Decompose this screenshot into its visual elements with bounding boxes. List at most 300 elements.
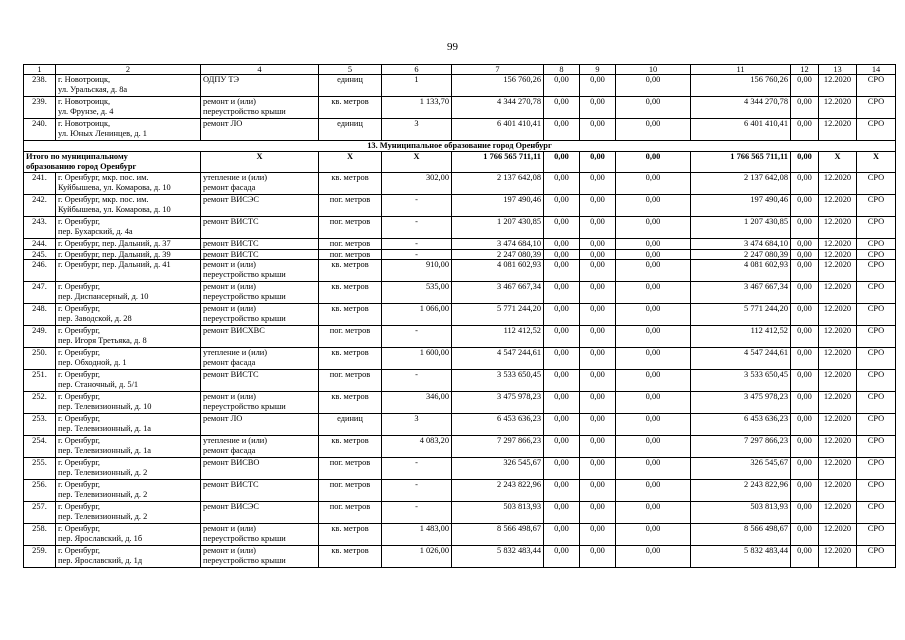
work-type-line: переустройство крыши — [203, 269, 286, 279]
address-line: г. Новотроицк, — [58, 75, 111, 85]
unit-cell: кв. метров — [319, 436, 382, 458]
fund-cell: 0,00 — [616, 239, 691, 249]
unit-cell: пог. метров — [319, 249, 382, 259]
row-number: 242. — [24, 195, 56, 217]
method-cell: СРО — [857, 239, 896, 249]
owner-funds-cell: 112 412,52 — [691, 326, 791, 348]
address-line: г. Оренбург, — [58, 524, 101, 534]
address-line: г. Оренбург, — [58, 436, 101, 446]
period-cell: 12.2020 — [819, 502, 857, 524]
owner-funds-cell: 6 453 636,23 — [691, 414, 791, 436]
period-cell: 12.2020 — [819, 370, 857, 392]
table-row — [24, 119, 896, 141]
address-line: пер. Станочный, д. 5/1 — [58, 379, 139, 389]
owner-funds-cell: 4 081 602,93 — [691, 260, 791, 282]
work-type-line: ОДПУ ТЭ — [203, 75, 240, 85]
period-cell: 12.2020 — [819, 458, 857, 480]
fund-cell: 0,00 — [580, 480, 616, 502]
owner-funds-cell: 4 547 244,61 — [691, 348, 791, 370]
period-cell: 12.2020 — [819, 173, 857, 195]
total-cost-cell: 4 344 270,78 — [452, 97, 544, 119]
row-number: 249. — [24, 326, 56, 348]
quantity-cell: - — [382, 370, 452, 392]
address-cell — [56, 480, 201, 502]
work-type-cell — [201, 239, 319, 249]
work-type-cell — [201, 546, 319, 568]
total-cost-cell: 8 566 498,67 — [452, 524, 544, 546]
address-cell — [56, 414, 201, 436]
method-cell: СРО — [857, 75, 896, 97]
fund-cell: 0,00 — [616, 436, 691, 458]
work-type-line: переустройство крыши — [203, 401, 286, 411]
work-type-cell — [201, 414, 319, 436]
row-number: 256. — [24, 480, 56, 502]
unit-cell: кв. метров — [319, 173, 382, 195]
page-number: 99 — [447, 41, 458, 53]
fund-cell: 0,00 — [791, 97, 819, 119]
work-type-line: ремонт ВИСЭС — [203, 195, 259, 205]
work-type-cell — [201, 304, 319, 326]
fund-cell: 0,00 — [544, 304, 580, 326]
fund-cell: 0,00 — [616, 370, 691, 392]
work-type-line: ремонт и (или) — [203, 304, 256, 314]
address-cell — [56, 282, 201, 304]
quantity-cell: 1 483,00 — [382, 524, 452, 546]
row-number: 247. — [24, 282, 56, 304]
unit-cell: пог. метров — [319, 370, 382, 392]
fund-cell: 0,00 — [544, 260, 580, 282]
address-cell — [56, 195, 201, 217]
fund-cell: 0,00 — [544, 282, 580, 304]
owner-funds-cell: 7 297 866,23 — [691, 436, 791, 458]
column-number: 4 — [201, 65, 319, 75]
owner-funds-cell: 3 474 684,10 — [691, 239, 791, 249]
fund-cell: 0,00 — [580, 249, 616, 259]
fund-cell: 0,00 — [791, 524, 819, 546]
total-cost-cell: 326 545,67 — [452, 458, 544, 480]
owner-funds-cell: 3 475 978,23 — [691, 392, 791, 414]
work-type-line: утепление и (или) — [203, 173, 268, 183]
work-type-cell — [201, 195, 319, 217]
fund-cell: 0,00 — [544, 524, 580, 546]
total-cost-cell: 2 247 080,39 — [452, 249, 544, 259]
address-line: г. Оренбург, — [58, 546, 101, 556]
total-cost-cell: 3 474 684,10 — [452, 239, 544, 249]
owner-funds-cell: 3 533 650,45 — [691, 370, 791, 392]
unit-cell: кв. метров — [319, 392, 382, 414]
address-line: ул. Фрунзе, д. 4 — [58, 106, 114, 116]
address-cell — [56, 502, 201, 524]
address-cell — [56, 119, 201, 141]
unit-cell: кв. метров — [319, 524, 382, 546]
method-cell: СРО — [857, 217, 896, 239]
address-line: г. Оренбург, пер. Дальний, д. 37 — [58, 239, 171, 249]
address-cell — [56, 458, 201, 480]
fund-cell: 0,00 — [791, 414, 819, 436]
fund-cell: 0,00 — [791, 152, 819, 173]
fund-cell: 0,00 — [791, 458, 819, 480]
unit-cell: единиц — [319, 414, 382, 436]
table-row — [24, 217, 896, 239]
method-cell: СРО — [857, 436, 896, 458]
owner-funds-cell: 4 344 270,78 — [691, 97, 791, 119]
work-type-line: ремонт и (или) — [203, 282, 256, 292]
total-cost-cell: 1 207 430,85 — [452, 217, 544, 239]
address-line: пер. Заводской, д. 28 — [58, 313, 132, 323]
table-row — [24, 282, 896, 304]
fund-cell: 0,00 — [791, 502, 819, 524]
owner-funds-cell: 2 137 642,08 — [691, 173, 791, 195]
total-cost-cell: 503 813,93 — [452, 502, 544, 524]
address-line: пер. Бухарский, д. 4а — [58, 226, 133, 236]
total-cost-cell: 1 766 565 711,11 — [452, 152, 544, 173]
method-cell: СРО — [857, 97, 896, 119]
column-number-row — [24, 65, 896, 75]
fund-cell: 0,00 — [580, 392, 616, 414]
fund-cell: 0,00 — [544, 348, 580, 370]
address-cell — [56, 436, 201, 458]
fund-cell: 0,00 — [616, 249, 691, 259]
quantity-cell: - — [382, 195, 452, 217]
address-cell — [56, 326, 201, 348]
row-number: 255. — [24, 458, 56, 480]
work-type-cell — [201, 326, 319, 348]
work-type-cell — [201, 392, 319, 414]
x-marker: X — [382, 152, 452, 173]
work-type-line: ремонт ВИСХВС — [203, 326, 265, 336]
quantity-cell: - — [382, 502, 452, 524]
period-cell: 12.2020 — [819, 326, 857, 348]
work-type-cell — [201, 119, 319, 141]
owner-funds-cell: 8 566 498,67 — [691, 524, 791, 546]
table-row — [24, 249, 896, 259]
table-row — [24, 392, 896, 414]
total-cost-cell: 6 401 410,41 — [452, 119, 544, 141]
fund-cell: 0,00 — [580, 370, 616, 392]
quantity-cell: 3 — [382, 119, 452, 141]
work-type-cell — [201, 97, 319, 119]
table-row — [24, 370, 896, 392]
work-type-line: ремонт и (или) — [203, 392, 256, 402]
fund-cell: 0,00 — [791, 326, 819, 348]
fund-cell: 0,00 — [544, 239, 580, 249]
total-cost-cell: 156 760,26 — [452, 75, 544, 97]
address-cell — [56, 524, 201, 546]
address-line: г. Оренбург, — [58, 480, 101, 490]
table-row — [24, 458, 896, 480]
fund-cell: 0,00 — [616, 75, 691, 97]
fund-cell: 0,00 — [544, 436, 580, 458]
owner-funds-cell: 1 207 430,85 — [691, 217, 791, 239]
address-line: г. Оренбург, — [58, 502, 101, 512]
row-number: 238. — [24, 75, 56, 97]
unit-cell: кв. метров — [319, 282, 382, 304]
work-type-cell — [201, 173, 319, 195]
unit-cell: пог. метров — [319, 217, 382, 239]
work-type-line: ремонт ЛО — [203, 414, 243, 424]
fund-cell: 0,00 — [580, 97, 616, 119]
fund-cell: 0,00 — [616, 458, 691, 480]
address-line: г. Оренбург, — [58, 217, 101, 227]
table-row — [24, 97, 896, 119]
fund-cell: 0,00 — [580, 326, 616, 348]
fund-cell: 0,00 — [544, 217, 580, 239]
table-row — [24, 239, 896, 249]
fund-cell: 0,00 — [580, 217, 616, 239]
owner-funds-cell: 5 771 244,20 — [691, 304, 791, 326]
quantity-cell: 346,00 — [382, 392, 452, 414]
owner-funds-cell: 1 766 565 711,11 — [691, 152, 791, 173]
work-type-cell — [201, 75, 319, 97]
section-title: 13. Муниципальное образование город Оренбург — [24, 141, 896, 152]
quantity-cell: - — [382, 326, 452, 348]
fund-cell: 0,00 — [616, 502, 691, 524]
work-type-line: переустройство крыши — [203, 313, 286, 323]
total-label-line: Итого по муниципальному — [26, 152, 128, 162]
owner-funds-cell: 326 545,67 — [691, 458, 791, 480]
quantity-cell: 535,00 — [382, 282, 452, 304]
work-type-line: ремонт и (или) — [203, 546, 256, 556]
quantity-cell: 1 600,00 — [382, 348, 452, 370]
unit-cell: пог. метров — [319, 458, 382, 480]
row-number: 258. — [24, 524, 56, 546]
address-line: г. Новотроицк, — [58, 97, 111, 107]
method-cell: СРО — [857, 173, 896, 195]
address-line: г. Оренбург, пер. Дальний, д. 39 — [58, 249, 171, 259]
fund-cell: 0,00 — [580, 436, 616, 458]
table-row — [24, 75, 896, 97]
fund-cell: 0,00 — [580, 75, 616, 97]
unit-cell: кв. метров — [319, 97, 382, 119]
row-number: 246. — [24, 260, 56, 282]
fund-cell: 0,00 — [616, 260, 691, 282]
unit-cell: единиц — [319, 119, 382, 141]
total-label-cell — [24, 152, 201, 173]
address-cell — [56, 546, 201, 568]
x-marker: X — [319, 152, 382, 173]
row-number: 252. — [24, 392, 56, 414]
address-line: пер. Игоря Третьяка, д. 8 — [58, 335, 147, 345]
work-type-line: переустройство крыши — [203, 291, 286, 301]
fund-cell: 0,00 — [544, 370, 580, 392]
period-cell: 12.2020 — [819, 414, 857, 436]
period-cell: 12.2020 — [819, 546, 857, 568]
fund-cell: 0,00 — [580, 239, 616, 249]
address-line: ул. Уральская, д. 8а — [58, 84, 128, 94]
address-line: г. Оренбург, мкр. пос. им. — [58, 195, 149, 205]
address-line: г. Оренбург, — [58, 326, 101, 336]
table-row — [24, 436, 896, 458]
work-type-cell — [201, 480, 319, 502]
method-cell: СРО — [857, 392, 896, 414]
total-cost-cell: 3 475 978,23 — [452, 392, 544, 414]
method-cell: СРО — [857, 458, 896, 480]
work-type-cell — [201, 458, 319, 480]
fund-cell: 0,00 — [791, 392, 819, 414]
address-line: пер. Телевизионный, д. 1а — [58, 423, 152, 433]
period-cell: 12.2020 — [819, 217, 857, 239]
method-cell: СРО — [857, 480, 896, 502]
row-number: 250. — [24, 348, 56, 370]
fund-cell: 0,00 — [580, 502, 616, 524]
method-cell: СРО — [857, 348, 896, 370]
column-number: 13 — [819, 65, 857, 75]
address-line: пер. Телевизионный, д. 2 — [58, 489, 148, 499]
address-cell — [56, 348, 201, 370]
address-cell — [56, 173, 201, 195]
unit-cell: кв. метров — [319, 304, 382, 326]
work-type-cell — [201, 260, 319, 282]
work-type-line: ремонт и (или) — [203, 260, 256, 270]
address-cell — [56, 97, 201, 119]
address-line: пер. Телевизионный, д. 2 — [58, 467, 148, 477]
total-cost-cell: 112 412,52 — [452, 326, 544, 348]
fund-cell: 0,00 — [616, 546, 691, 568]
fund-cell: 0,00 — [791, 480, 819, 502]
method-cell: СРО — [857, 249, 896, 259]
column-number: 2 — [56, 65, 201, 75]
quantity-cell: 4 083,20 — [382, 436, 452, 458]
work-type-cell — [201, 370, 319, 392]
period-cell: 12.2020 — [819, 392, 857, 414]
fund-cell: 0,00 — [791, 260, 819, 282]
address-line: пер. Ярославский, д. 1д — [58, 555, 143, 565]
work-type-line: ремонт фасада — [203, 445, 256, 455]
address-line: пер. Обходной, д. 1 — [58, 357, 127, 367]
address-line: г. Оренбург, пер. Дальний, д. 41 — [58, 260, 171, 270]
quantity-cell: 1 026,00 — [382, 546, 452, 568]
quantity-cell: 302,00 — [382, 173, 452, 195]
fund-cell: 0,00 — [544, 502, 580, 524]
unit-cell: кв. метров — [319, 546, 382, 568]
fund-cell: 0,00 — [616, 97, 691, 119]
fund-cell: 0,00 — [544, 97, 580, 119]
unit-cell: пог. метров — [319, 502, 382, 524]
owner-funds-cell: 2 243 822,96 — [691, 480, 791, 502]
address-line: г. Оренбург, — [58, 348, 101, 358]
fund-cell: 0,00 — [580, 304, 616, 326]
fund-cell: 0,00 — [791, 75, 819, 97]
fund-cell: 0,00 — [544, 326, 580, 348]
section-row — [24, 141, 896, 152]
fund-cell: 0,00 — [544, 152, 580, 173]
fund-cell: 0,00 — [616, 392, 691, 414]
address-line: г. Оренбург, мкр. пос. им. — [58, 173, 149, 183]
fund-cell: 0,00 — [791, 249, 819, 259]
work-type-line: ремонт фасада — [203, 357, 256, 367]
fund-cell: 0,00 — [791, 436, 819, 458]
work-type-cell — [201, 436, 319, 458]
work-type-line: ремонт фасада — [203, 182, 256, 192]
quantity-cell: 910,00 — [382, 260, 452, 282]
fund-cell: 0,00 — [580, 119, 616, 141]
address-line: г. Оренбург, — [58, 370, 101, 380]
fund-cell: 0,00 — [580, 282, 616, 304]
fund-cell: 0,00 — [616, 152, 691, 173]
fund-cell: 0,00 — [616, 524, 691, 546]
fund-cell: 0,00 — [580, 348, 616, 370]
row-number: 245. — [24, 249, 56, 259]
fund-cell: 0,00 — [580, 260, 616, 282]
method-cell: СРО — [857, 260, 896, 282]
owner-funds-cell: 503 813,93 — [691, 502, 791, 524]
row-number: 257. — [24, 502, 56, 524]
table-row — [24, 260, 896, 282]
work-type-line: ремонт и (или) — [203, 524, 256, 534]
unit-cell: кв. метров — [319, 348, 382, 370]
total-cost-cell: 6 453 636,23 — [452, 414, 544, 436]
address-line: Куйбышева, ул. Комарова, д. 10 — [58, 182, 171, 192]
column-number: 5 — [319, 65, 382, 75]
table-row — [24, 348, 896, 370]
period-cell: 12.2020 — [819, 260, 857, 282]
fund-cell: 0,00 — [580, 546, 616, 568]
address-line: пер. Диспансерный, д. 10 — [58, 291, 149, 301]
owner-funds-cell: 5 832 483,44 — [691, 546, 791, 568]
work-type-line: утепление и (или) — [203, 348, 268, 358]
owner-funds-cell: 3 467 667,34 — [691, 282, 791, 304]
method-cell: СРО — [857, 326, 896, 348]
row-number: 244. — [24, 239, 56, 249]
work-type-line: переустройство крыши — [203, 555, 286, 565]
method-cell: СРО — [857, 304, 896, 326]
row-number: 241. — [24, 173, 56, 195]
address-line: г. Оренбург, — [58, 414, 101, 424]
quantity-cell: 3 — [382, 414, 452, 436]
owner-funds-cell: 6 401 410,41 — [691, 119, 791, 141]
row-number: 254. — [24, 436, 56, 458]
x-marker: X — [819, 152, 857, 173]
address-cell — [56, 260, 201, 282]
quantity-cell: - — [382, 217, 452, 239]
work-type-line: ремонт ВИСТС — [203, 480, 259, 490]
fund-cell: 0,00 — [580, 152, 616, 173]
table-row — [24, 173, 896, 195]
total-cost-cell: 7 297 866,23 — [452, 436, 544, 458]
column-number: 11 — [691, 65, 791, 75]
column-number: 7 — [452, 65, 544, 75]
fund-cell: 0,00 — [616, 348, 691, 370]
unit-cell: пог. метров — [319, 195, 382, 217]
column-number: 12 — [791, 65, 819, 75]
fund-cell: 0,00 — [791, 119, 819, 141]
fund-cell: 0,00 — [544, 414, 580, 436]
period-cell: 12.2020 — [819, 75, 857, 97]
work-type-line: ремонт ЛО — [203, 119, 243, 129]
total-cost-cell: 3 533 650,45 — [452, 370, 544, 392]
address-cell — [56, 239, 201, 249]
total-cost-cell: 4 081 602,93 — [452, 260, 544, 282]
fund-cell: 0,00 — [544, 392, 580, 414]
address-cell — [56, 217, 201, 239]
total-cost-cell: 197 490,46 — [452, 195, 544, 217]
fund-cell: 0,00 — [791, 173, 819, 195]
period-cell: 12.2020 — [819, 195, 857, 217]
quantity-cell: 1 — [382, 75, 452, 97]
period-cell: 12.2020 — [819, 524, 857, 546]
fund-cell: 0,00 — [616, 217, 691, 239]
fund-cell: 0,00 — [616, 304, 691, 326]
fund-cell: 0,00 — [544, 249, 580, 259]
period-cell: 12.2020 — [819, 249, 857, 259]
column-number: 9 — [580, 65, 616, 75]
fund-cell: 0,00 — [580, 195, 616, 217]
fund-cell: 0,00 — [616, 414, 691, 436]
period-cell: 12.2020 — [819, 304, 857, 326]
row-number: 253. — [24, 414, 56, 436]
unit-cell: пог. метров — [319, 239, 382, 249]
fund-cell: 0,00 — [791, 239, 819, 249]
